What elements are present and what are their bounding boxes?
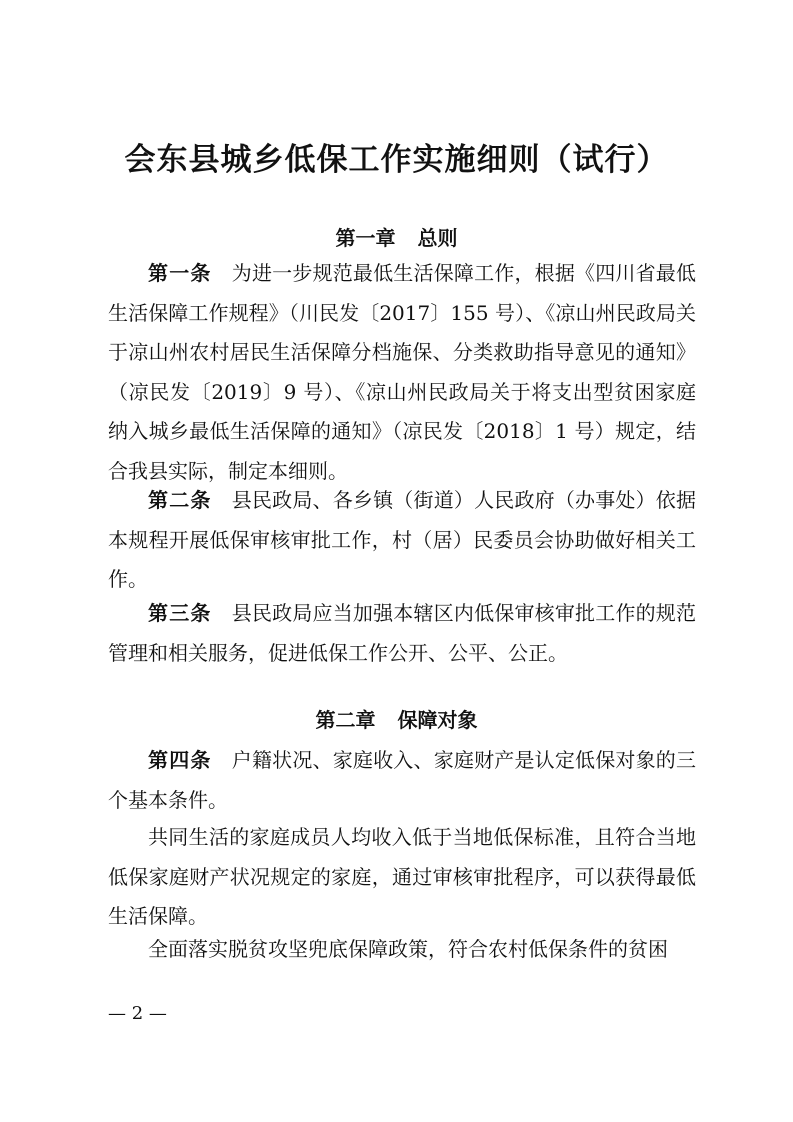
article-2 — [108, 481, 696, 600]
article-3 — [108, 594, 696, 673]
chapter-heading-2 — [0, 705, 793, 735]
page-number: — 2 — — [108, 1003, 167, 1024]
article-text: 县民政局应当加强本辖区内低保审核审批工作的规范管理和相关服务，促进低保工作公开、公平、公正。 — [108, 601, 697, 665]
article-label: 第四条 — [148, 748, 212, 772]
paragraph-poverty-policy: 全面落实脱贫攻坚兜底保障政策，符合农村低保条件的贫困 — [148, 937, 668, 961]
article-label: 第二条 — [148, 488, 212, 512]
article-text: 县民政局、各乡镇（街道）人民政府（办事处）依据本规程开展低保审核审批工作，村（居）民委员会协助做好相关工作。 — [108, 488, 697, 591]
article-text: 户籍状况、家庭收入、家庭财产是认定低保对象的三个基本条件。 — [108, 748, 697, 812]
chapter-number: 第二章 — [315, 708, 376, 732]
article-label: 第三条 — [148, 601, 212, 625]
chapter-name: 总则 — [417, 226, 458, 250]
chapter-heading-1 — [0, 223, 793, 253]
article-4 — [108, 741, 696, 820]
paragraph-income-criteria: 共同生活的家庭成员人均收入低于当地低保标准，且符合当地低保家庭财产状况规定的家庭，通过审核审批程序，可以获得最低生活保障。 — [108, 825, 696, 928]
article-1 — [108, 254, 696, 491]
article-text: 为进一步规范最低生活保障工作，根据《四川省最低生活保障工作规程》（川民发〔2017〕155 号）、《凉山州民政局关于凉山州农村居民生活保障分档施保、分类救助指导意见的通知》（凉民发〔2019〕9 号）、《凉山州民政局关于将支出型贫困家庭纳入城乡最低生活保障的通知》（凉民发〔2018〕1 号）规定，结合我县实际，制定本细则。 — [108, 261, 697, 483]
chapter-number: 第一章 — [335, 226, 396, 250]
document-title: 会东县城乡低保工作实施细则（试行） — [124, 142, 669, 178]
article-label: 第一条 — [148, 261, 212, 285]
chapter-name: 保障对象 — [397, 708, 478, 732]
